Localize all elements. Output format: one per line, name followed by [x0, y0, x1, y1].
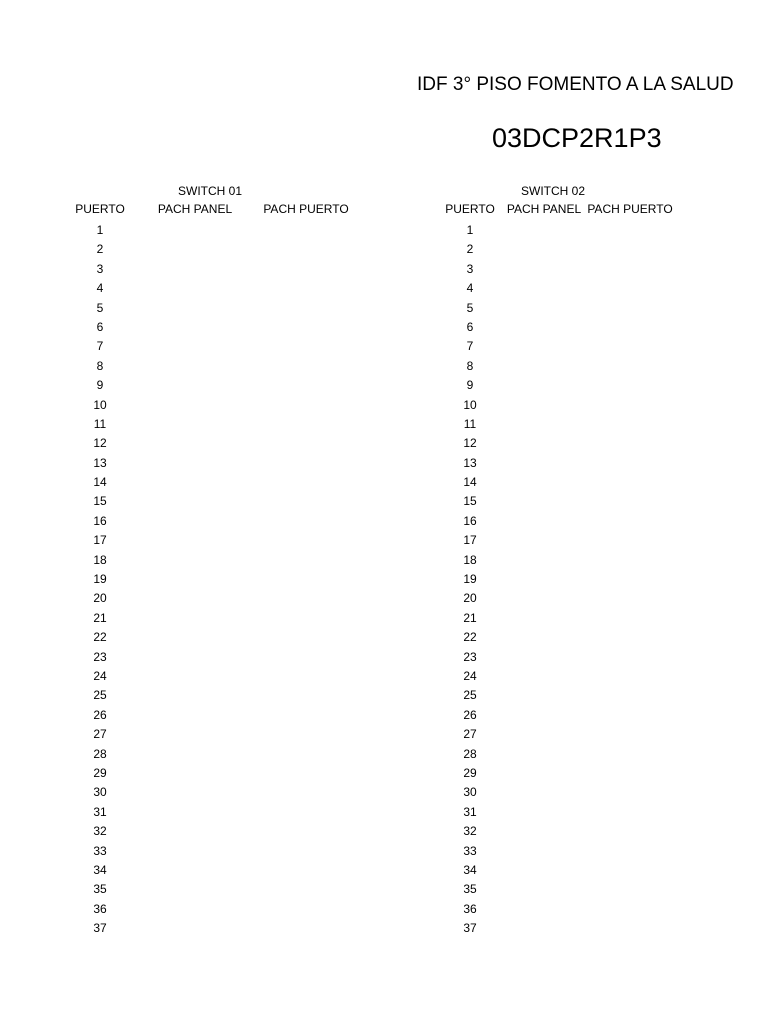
port-number: 2	[466, 242, 474, 257]
port-number: 35	[463, 882, 477, 897]
port-number: 13	[463, 455, 477, 470]
port-number: 12	[93, 436, 107, 451]
port-number: 33	[463, 843, 477, 858]
port-number: 17	[93, 533, 107, 548]
port-number: 28	[463, 746, 477, 761]
switch-01-header-pach-panel: PACH PANEL	[157, 202, 233, 216]
port-number: 8	[96, 358, 104, 373]
port-number: 10	[93, 397, 107, 412]
port-number: 36	[93, 901, 107, 916]
port-number: 9	[466, 378, 474, 393]
rack-code: 03DCP2R1P3	[492, 123, 662, 153]
port-number: 20	[93, 591, 107, 606]
port-number: 21	[463, 610, 477, 625]
switch-02-port-list	[450, 222, 490, 939]
switch-02-header-pach-puerto: PACH PUERTO	[587, 202, 673, 216]
port-number: 1	[466, 223, 474, 237]
port-number: 25	[93, 688, 107, 703]
port-number: 4	[466, 281, 474, 296]
port-number: 2	[96, 242, 104, 257]
port-number: 4	[96, 281, 104, 296]
switch-01-title: SWITCH 01	[177, 184, 243, 198]
port-number: 1	[96, 223, 104, 237]
port-number: 15	[463, 494, 477, 509]
port-number: 15	[93, 494, 107, 509]
port-number: 19	[463, 572, 477, 587]
port-number: 34	[463, 862, 477, 877]
port-number: 16	[93, 513, 107, 528]
port-number: 31	[463, 804, 477, 819]
port-number: 17	[463, 533, 477, 548]
port-number: 32	[463, 824, 477, 839]
port-number: 28	[93, 746, 107, 761]
switch-01-header-puerto: PUERTO	[75, 202, 125, 216]
port-number: 29	[93, 765, 107, 780]
port-number: 27	[463, 727, 477, 742]
port-number: 25	[463, 688, 477, 703]
port-number: 34	[93, 862, 107, 877]
port-number: 14	[463, 475, 477, 490]
port-number: 23	[93, 649, 107, 664]
port-number: 37	[463, 921, 477, 936]
port-number: 26	[93, 707, 107, 722]
port-number: 5	[96, 300, 104, 315]
port-number: 7	[96, 339, 104, 354]
port-number: 18	[93, 552, 107, 567]
port-number: 33	[93, 843, 107, 858]
document-title: IDF 3° PISO FOMENTO A LA SALUD	[417, 74, 734, 95]
port-number: 3	[96, 261, 104, 276]
port-number: 37	[93, 921, 107, 936]
port-number: 30	[93, 785, 107, 800]
port-number: 20	[463, 591, 477, 606]
port-number: 31	[93, 804, 107, 819]
switch-02-header-puerto: PUERTO	[445, 202, 495, 216]
port-number: 24	[93, 668, 107, 683]
switch-01-port-list	[80, 222, 120, 939]
port-number: 36	[463, 901, 477, 916]
port-number: 5	[466, 300, 474, 315]
port-number: 26	[463, 707, 477, 722]
port-number: 8	[466, 358, 474, 373]
port-number: 24	[463, 668, 477, 683]
port-number: 3	[466, 261, 474, 276]
port-number: 18	[463, 552, 477, 567]
port-number: 30	[463, 785, 477, 800]
port-number: 22	[463, 630, 477, 645]
port-number: 9	[96, 378, 104, 393]
port-number: 11	[463, 416, 477, 431]
port-number: 10	[463, 397, 477, 412]
port-number: 21	[93, 610, 107, 625]
port-number: 32	[93, 824, 107, 839]
port-number: 13	[93, 455, 107, 470]
port-number: 16	[463, 513, 477, 528]
port-number: 22	[93, 630, 107, 645]
port-number: 12	[463, 436, 477, 451]
port-number: 14	[93, 475, 107, 490]
port-number: 19	[93, 572, 107, 587]
switch-02-header-pach-panel: PACH PANEL	[506, 202, 582, 216]
switch-01-header-pach-puerto: PACH PUERTO	[263, 202, 349, 216]
port-number: 23	[463, 649, 477, 664]
port-number: 27	[93, 727, 107, 742]
switch-02-title: SWITCH 02	[520, 184, 586, 198]
port-number: 35	[93, 882, 107, 897]
port-number: 7	[466, 339, 474, 354]
port-number: 6	[96, 319, 104, 334]
port-number: 29	[463, 765, 477, 780]
port-number: 6	[466, 319, 474, 334]
port-number: 11	[93, 416, 107, 431]
